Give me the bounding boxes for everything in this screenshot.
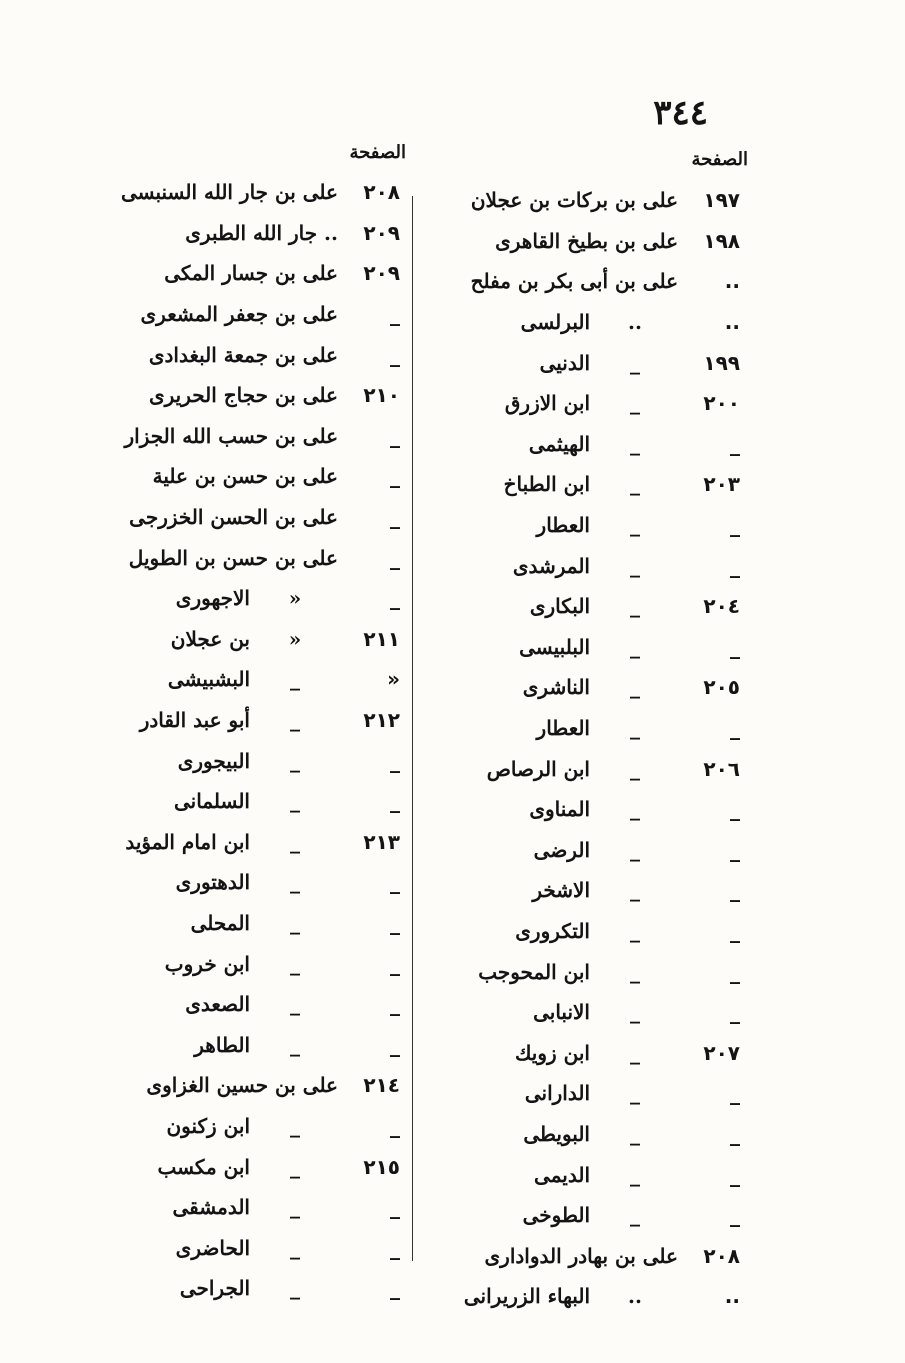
page-number: ٣٤٤	[653, 93, 708, 133]
entry-name: على بن بطيخ القاهرى	[495, 228, 678, 253]
page-ref: ٢٠٩	[363, 261, 400, 286]
entry-name: البلبيسى	[519, 634, 590, 659]
page-ref: _	[730, 797, 740, 822]
entry-name: البويطى	[523, 1121, 590, 1146]
index-entry	[420, 1154, 740, 1195]
ditto-mark: _	[290, 789, 300, 814]
index-entry	[80, 1268, 400, 1309]
index-entry	[420, 627, 740, 668]
ditto-mark: _	[630, 472, 640, 497]
right-index-column	[420, 180, 740, 1317]
page-ref: ٢١١	[363, 626, 400, 651]
ditto-mark: _	[290, 708, 300, 733]
entry-name: الحاضرى	[175, 1235, 250, 1260]
page-ref: _	[730, 878, 740, 903]
entry-name: على بن أبى بكر بن مفلح	[470, 269, 678, 294]
ditto-mark: _	[290, 1235, 300, 1260]
entry-name: على بن حسن بن علية	[152, 464, 338, 489]
ditto-mark: _	[630, 716, 640, 741]
page-ref: ٢١٣	[363, 829, 400, 854]
ditto-mark: _	[290, 748, 300, 773]
entry-name: المرشدى	[512, 553, 590, 578]
ditto-mark: ..	[628, 1284, 642, 1309]
page-ref: _	[390, 748, 400, 773]
index-entry	[80, 822, 400, 863]
index-entry	[420, 424, 740, 465]
page-ref: _	[390, 423, 400, 448]
page-ref: _	[730, 837, 740, 862]
entry-name: الدنيى	[539, 350, 590, 375]
index-entry	[420, 992, 740, 1033]
entry-name: ابن الطباخ	[503, 472, 590, 497]
page-ref: ٢٠٩	[363, 220, 400, 245]
ditto-mark: _	[630, 1040, 640, 1065]
entry-name: على بن جسار المكى	[164, 261, 338, 286]
page-ref: ١٩٨	[703, 228, 740, 253]
page-ref: ٢١٤	[363, 1073, 400, 1098]
ditto-mark: _	[630, 1121, 640, 1146]
ditto-mark: _	[290, 667, 300, 692]
page-ref: ٢٠٨	[703, 1243, 740, 1268]
entry-name: على بن حسب الله الجزار	[124, 423, 338, 448]
ditto-mark: _	[630, 1000, 640, 1025]
page-ref: _	[390, 586, 400, 611]
column-heading-right: الصفحة	[691, 149, 748, 170]
entry-name: على بن حجاج الحريرى	[148, 383, 338, 408]
ditto-mark: _	[630, 391, 640, 416]
index-entry	[80, 1146, 400, 1187]
ditto-mark: _	[630, 634, 640, 659]
index-entry	[80, 1106, 400, 1147]
index-entry	[80, 984, 400, 1025]
page-ref: ٢٠٧	[703, 1040, 740, 1065]
index-entry	[420, 1195, 740, 1236]
page-ref: ..	[724, 310, 740, 335]
ditto-mark: _	[630, 797, 640, 822]
ditto-mark: _	[290, 1195, 300, 1220]
page-ref: _	[390, 1235, 400, 1260]
page-ref: _	[730, 959, 740, 984]
page-ref: _	[730, 431, 740, 456]
ditto-mark: _	[290, 992, 300, 1017]
index-entry	[80, 619, 400, 660]
index-entry	[420, 748, 740, 789]
entry-name: العطار	[536, 513, 590, 538]
index-entry	[420, 342, 740, 383]
index-entry	[80, 1024, 400, 1065]
ditto-mark: _	[290, 1032, 300, 1057]
entry-name: ابن مكسب	[157, 1154, 250, 1179]
index-entry	[80, 416, 400, 457]
entry-name: الصعدى	[185, 992, 250, 1017]
page-ref: _	[730, 716, 740, 741]
index-entry	[80, 253, 400, 294]
index-entry	[80, 862, 400, 903]
index-entry	[80, 578, 400, 619]
entry-name: البكارى	[529, 594, 590, 619]
ditto-mark: _	[290, 870, 300, 895]
index-entry	[420, 464, 740, 505]
entry-name: الطاهر	[194, 1032, 250, 1057]
entry-name: ابن الرصاص	[486, 756, 590, 781]
ditto-mark: ..	[628, 310, 642, 335]
index-entry	[80, 213, 400, 254]
index-entry	[420, 951, 740, 992]
index-entry	[420, 505, 740, 546]
index-entry	[420, 1032, 740, 1073]
page-ref: ٢٠٨	[363, 180, 400, 205]
index-entry	[420, 708, 740, 749]
entry-name: ابن زويك	[514, 1040, 590, 1065]
page-ref: ١٩٧	[703, 188, 740, 213]
page-ref: _	[730, 1162, 740, 1187]
entry-name: على بن بهادر الدوادارى	[484, 1243, 678, 1268]
entry-name: ابن خروب	[164, 951, 250, 976]
index-entry	[420, 180, 740, 221]
entry-name: على بن بركات بن عجلان	[470, 188, 678, 213]
ditto-mark: _	[630, 594, 640, 619]
entry-name: الهيثمى	[528, 431, 590, 456]
entry-name: الجراحى	[179, 1276, 250, 1301]
page-ref: _	[730, 1081, 740, 1106]
page-ref: ٢٠٥	[703, 675, 740, 700]
page-ref: _	[390, 870, 400, 895]
entry-name: الانبابى	[533, 1000, 590, 1025]
index-entry	[80, 740, 400, 781]
index-entry	[420, 383, 740, 424]
index-entry	[420, 1073, 740, 1114]
entry-name: المناوى	[529, 797, 590, 822]
entry-name: السلمانى	[173, 789, 250, 814]
left-index-column	[80, 172, 400, 1309]
index-entry	[80, 700, 400, 741]
index-entry	[420, 545, 740, 586]
ditto-mark: _	[630, 1203, 640, 1228]
ditto-mark: _	[290, 1113, 300, 1138]
ditto-mark: _	[630, 878, 640, 903]
entry-name: الرضى	[533, 837, 590, 862]
entry-name: الدهتورى	[175, 870, 250, 895]
page-ref: _	[730, 1000, 740, 1025]
index-entry	[420, 911, 740, 952]
page-ref: _	[390, 464, 400, 489]
index-entry	[420, 830, 740, 871]
entry-name: على بن حسن بن الطويل	[128, 545, 338, 570]
entry-name: الاشخر	[532, 878, 590, 903]
page-ref: _	[730, 918, 740, 943]
page-ref: ٢٠٣	[703, 472, 740, 497]
entry-name: البرلسى	[520, 310, 590, 335]
entry-name: البهاء الزريرانى	[463, 1284, 590, 1309]
column-divider	[412, 196, 413, 1261]
entry-name: .. جار الله الطبرى	[185, 220, 338, 245]
page-ref: _	[730, 634, 740, 659]
ditto-mark: _	[630, 431, 640, 456]
index-entry	[80, 943, 400, 984]
index-entry	[420, 789, 740, 830]
page-ref: «	[387, 667, 400, 692]
ditto-mark: _	[290, 910, 300, 935]
page-ref: ٢٠٠	[703, 391, 740, 416]
ditto-mark: _	[630, 513, 640, 538]
index-entry	[80, 537, 400, 578]
entry-name: ابن زكنون	[166, 1113, 250, 1138]
entry-name: على بن جعفر المشعرى	[140, 302, 338, 327]
entry-name: المحلى	[190, 910, 250, 935]
page-ref: _	[730, 513, 740, 538]
entry-name: الديمى	[534, 1162, 590, 1187]
column-heading-left: الصفحة	[349, 142, 406, 163]
page-ref: _	[730, 1121, 740, 1146]
page-ref: _	[390, 910, 400, 935]
page-ref: ٢٠٤	[703, 594, 740, 619]
index-entry	[80, 1065, 400, 1106]
entry-name: ابن المحوجب	[478, 959, 590, 984]
entry-name: البيجورى	[177, 748, 250, 773]
index-entry	[420, 261, 740, 302]
page-ref: ..	[724, 1284, 740, 1309]
page-ref: _	[390, 1113, 400, 1138]
ditto-mark: «	[288, 626, 302, 651]
index-entry	[80, 781, 400, 822]
ditto-mark: _	[630, 1162, 640, 1187]
entry-name: أبو عبد القادر	[139, 708, 250, 733]
page-ref: _	[390, 1032, 400, 1057]
ditto-mark: _	[630, 675, 640, 700]
page-ref: _	[390, 545, 400, 570]
entry-name: التكرورى	[515, 918, 590, 943]
entry-name: على بن حسين الغزاوى	[146, 1073, 338, 1098]
index-entry	[420, 870, 740, 911]
index-entry	[80, 456, 400, 497]
index-entry	[80, 903, 400, 944]
index-entry	[80, 375, 400, 416]
page-ref: _	[390, 505, 400, 530]
page-ref: _	[390, 342, 400, 367]
ditto-mark: _	[630, 1081, 640, 1106]
ditto-mark: _	[290, 1276, 300, 1301]
index-entry	[80, 1187, 400, 1228]
page-ref: ٢١٢	[363, 708, 400, 733]
page-ref: ..	[724, 269, 740, 294]
page-ref: ٢٠٦	[703, 756, 740, 781]
ditto-mark: _	[630, 350, 640, 375]
index-entry	[80, 334, 400, 375]
page-ref: _	[390, 1195, 400, 1220]
index-entry	[80, 497, 400, 538]
ditto-mark: _	[290, 951, 300, 976]
entry-name: البشبيشى	[167, 667, 250, 692]
ditto-mark: _	[630, 553, 640, 578]
ditto-mark: _	[290, 829, 300, 854]
page-ref: ٢١٥	[363, 1154, 400, 1179]
page-ref: ٢١٠	[363, 383, 400, 408]
entry-name: ابن الازرق	[504, 391, 590, 416]
index-entry	[80, 172, 400, 213]
index-entry	[80, 294, 400, 335]
page-ref: _	[730, 553, 740, 578]
entry-name: الاجهورى	[175, 586, 250, 611]
entry-name: على بن جمعة البغدادى	[148, 342, 338, 367]
entry-name: الدمشقى	[172, 1195, 250, 1220]
entry-name: على بن الحسن الخزرجى	[129, 505, 338, 530]
page-ref: _	[730, 1203, 740, 1228]
entry-name: بن عجلان	[170, 626, 250, 651]
entry-name: ابن امام المؤيد	[125, 829, 250, 854]
entry-name: الدارانى	[524, 1081, 590, 1106]
index-entry	[420, 667, 740, 708]
index-entry	[80, 659, 400, 700]
index-entry	[420, 1276, 740, 1317]
index-entry	[420, 221, 740, 262]
ditto-mark: _	[290, 1154, 300, 1179]
page-ref: _	[390, 951, 400, 976]
ditto-mark: «	[288, 586, 302, 611]
ditto-mark: _	[630, 756, 640, 781]
entry-name: على بن جار الله السنبسى	[120, 180, 338, 205]
entry-name: الطوخى	[522, 1203, 590, 1228]
page-ref: _	[390, 789, 400, 814]
ditto-mark: _	[630, 918, 640, 943]
index-entry	[420, 586, 740, 627]
entry-name: العطار	[536, 716, 590, 741]
entry-name: الناشرى	[522, 675, 590, 700]
ditto-mark: _	[630, 959, 640, 984]
index-entry	[80, 1227, 400, 1268]
ditto-mark: _	[630, 837, 640, 862]
index-entry	[420, 1114, 740, 1155]
index-entry	[420, 1235, 740, 1276]
index-entry	[420, 302, 740, 343]
page-ref: ١٩٩	[703, 350, 740, 375]
page-ref: _	[390, 1276, 400, 1301]
page-ref: _	[390, 302, 400, 327]
page-ref: _	[390, 992, 400, 1017]
